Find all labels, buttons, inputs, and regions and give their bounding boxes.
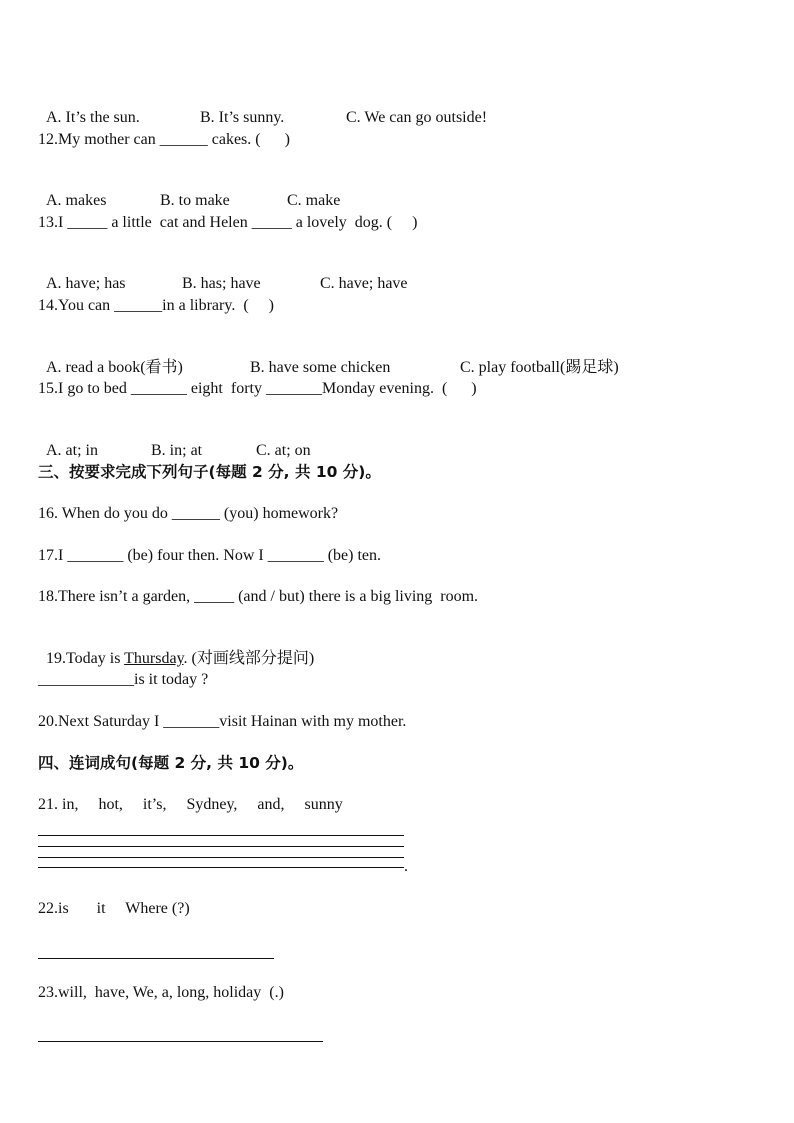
option-a: A. It’s the sun.	[46, 109, 140, 126]
answer-line	[38, 867, 404, 868]
answer-line	[38, 857, 404, 858]
question-19-answer: ____________is it today ?	[38, 671, 209, 688]
option-a: A. at; in	[46, 442, 98, 459]
question-23: 23.will, have, We, a, long, holiday (.)	[38, 984, 284, 1001]
question-16: 16. When do you do ______ (you) homework?	[38, 505, 339, 522]
sentence-period: .	[404, 858, 408, 875]
answer-line	[38, 1041, 323, 1042]
underlined-word: Thursday	[124, 650, 184, 667]
question-15: 15.I go to bed _______ eight forty _______Monday evening. ( )	[38, 380, 477, 397]
option-line-14	[38, 338, 619, 378]
answer-line	[38, 958, 274, 959]
question-18: 18.There isn’t a garden, _____ (and / but) there is a big living room.	[38, 588, 479, 605]
section-3-heading: 三、按要求完成下列句子(每题 2 分, 共 10 分)。	[38, 463, 381, 481]
question-12: 12.My mother can ______ cakes. ( )	[38, 131, 290, 148]
option-a: A. have; has	[46, 275, 126, 292]
option-a: A. makes	[46, 192, 107, 209]
option-c: C. have; have	[320, 275, 408, 292]
answer-line	[38, 835, 404, 836]
question-19-suffix: . (对画线部分提问)	[183, 650, 315, 667]
option-line-15	[38, 421, 311, 461]
question-13: 13.I _____ a little cat and Helen _____ a lovely dog. ( )	[38, 214, 418, 231]
option-b: B. It’s sunny.	[200, 109, 285, 126]
option-c: C. play football(踢足球)	[460, 359, 619, 376]
question-21: 21. in, hot, it’s, Sydney, and, sunny	[38, 796, 343, 813]
option-c: C. at; on	[256, 442, 311, 459]
question-20: 20.Next Saturday I _______visit Hainan with my mother.	[38, 713, 407, 730]
question-17: 17.I _______ (be) four then. Now I _______ (be) ten.	[38, 547, 382, 564]
option-b: B. in; at	[151, 442, 203, 459]
question-19	[38, 629, 314, 669]
option-b: B. has; have	[182, 275, 261, 292]
question-14: 14.You can ______in a library. ( )	[38, 297, 274, 314]
section-4-heading: 四、连词成句(每题 2 分, 共 10 分)。	[38, 754, 304, 772]
option-line-12	[38, 171, 340, 211]
option-b: B. to make	[160, 192, 230, 209]
answer-line	[38, 846, 404, 847]
option-a: A. read a book(看书)	[46, 359, 183, 376]
question-22: 22.is it Where (?)	[38, 900, 190, 917]
question-19-prefix: 19.Today is	[46, 650, 125, 667]
option-line-11	[38, 88, 487, 128]
option-b: B. have some chicken	[250, 359, 391, 376]
option-line-13	[38, 254, 408, 294]
option-c: C. We can go outside!	[346, 109, 488, 126]
option-c: C. make	[287, 192, 341, 209]
